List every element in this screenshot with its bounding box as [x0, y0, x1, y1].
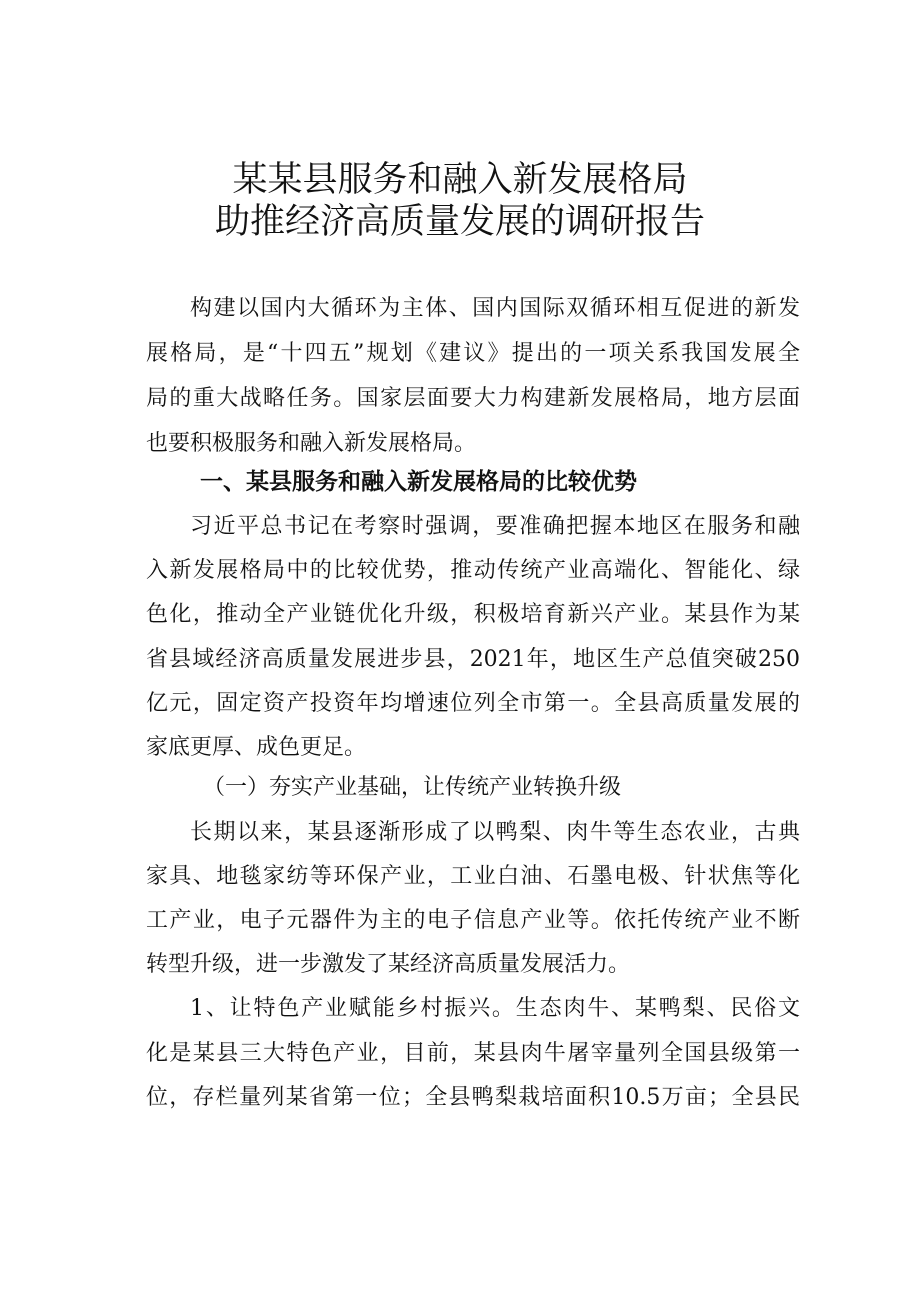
subsection1-paragraph-line: 工产业，电子元器件为主的电子信息产业等。依托传统产业不断	[146, 908, 800, 933]
section1-paragraph-line: 亿元，固定资产投资年均增速位列全市第一。全县高质量发展的	[146, 691, 800, 716]
document-title-line-2: 助推经济高质量发展的调研报告	[214, 202, 705, 242]
section1-paragraph-line: 家底更厚、成色更足。	[146, 735, 367, 760]
subsection1-paragraph-line: 转型升级，进一步激发了某经济高质量发展活力。	[146, 952, 631, 977]
intro-paragraph-line: 展格局，是“十四五”规划《建议》提出的一项关系我国发展全	[146, 341, 800, 366]
section-heading-1: 一、某县服务和融入新发展格局的比较优势	[200, 469, 637, 495]
intro-paragraph-line: 也要积极服务和融入新发展格局。	[146, 431, 477, 456]
item1-paragraph-line: 化是某县三大特色产业，目前，某县肉牛屠宰量列全国县级第一	[146, 1041, 800, 1066]
item1-paragraph-line: 1、让特色产业赋能乡村振兴。生态肉牛、某鸭梨、民俗文	[190, 996, 800, 1021]
subsection1-paragraph-line: 长期以来，某县逐渐形成了以鸭梨、肉牛等生态农业，古典	[190, 820, 800, 845]
intro-paragraph-line: 局的重大战略任务。国家层面要大力构建新发展格局，地方层面	[146, 386, 800, 411]
section1-paragraph-line: 习近平总书记在考察时强调，要准确把握本地区在服务和融	[190, 514, 800, 539]
document-title-line-1: 某某县服务和融入新发展格局	[232, 160, 688, 200]
section1-paragraph-line: 入新发展格局中的比较优势，推动传统产业高端化、智能化、绿	[146, 558, 800, 583]
section1-paragraph-line: 省县域经济高质量发展进步县，2021年，地区生产总值突破250	[146, 647, 800, 672]
subsection1-paragraph-line: 家具、地毯家纺等环保产业，工业白油、石墨电极、针状焦等化	[146, 864, 800, 889]
item1-paragraph-line: 位，存栏量列某省第一位；全县鸭梨栽培面积10.5万亩；全县民	[146, 1085, 800, 1110]
intro-paragraph-line: 构建以国内大循环为主体、国内国际双循环相互促进的新发	[190, 296, 800, 321]
subsection-heading-1: （一）夯实产业基础，让传统产业转换升级	[203, 775, 622, 800]
section1-paragraph-line: 色化，推动全产业链优化升级，积极培育新兴产业。某县作为某	[146, 602, 800, 627]
